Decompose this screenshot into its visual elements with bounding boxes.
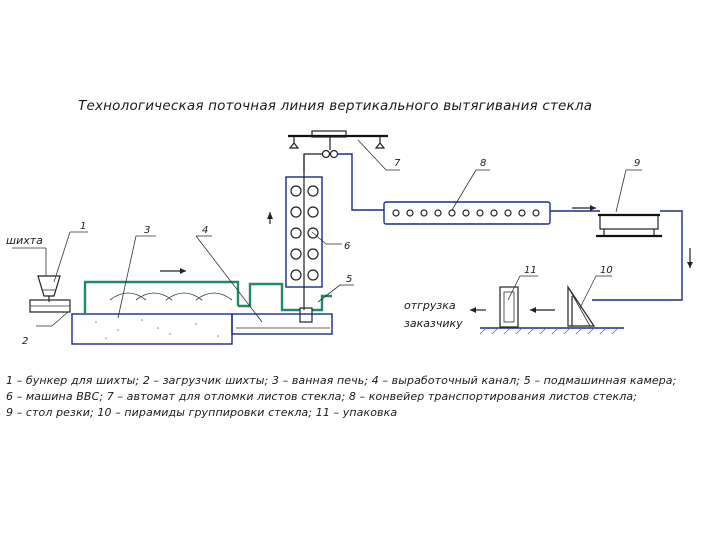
- breaking-automaton: [288, 131, 388, 210]
- leader-lines: [12, 140, 642, 326]
- shipping-label-line2: заказчику: [404, 317, 463, 330]
- batch-label: шихта: [6, 234, 43, 247]
- legend-line-2: 6 – машина ВВС; 7 – автомат для отломки листов стекла; 8 – конвейер транспортирования листов стекла;: [6, 390, 637, 403]
- label-8: 8: [480, 158, 487, 169]
- legend-line-1: 1 – бункер для шихты; 2 – загрузчик шихты; 3 – ванная печь; 4 – выработочный канал; 5 – подмашинная камера;: [6, 374, 677, 387]
- label-11: 11: [524, 265, 537, 276]
- label-1: 1: [80, 221, 87, 232]
- label-6: 6: [344, 241, 351, 252]
- batch-loader: [30, 300, 70, 312]
- legend-line-3: 9 – стол резки; 10 – пирамиды группировки стекла; 11 – упаковка: [6, 406, 398, 419]
- grouping-pyramid: [530, 287, 594, 326]
- packaging-unit: [470, 287, 518, 327]
- batch-hopper: [38, 276, 60, 302]
- label-5: 5: [346, 274, 353, 285]
- tank-furnace: [72, 268, 238, 344]
- label-7: 7: [394, 158, 401, 169]
- label-4: 4: [202, 225, 209, 236]
- cutting-table: [592, 211, 693, 300]
- under-machine-chamber: [300, 308, 312, 322]
- ground-line: [480, 328, 624, 334]
- label-3: 3: [144, 225, 151, 236]
- label-10: 10: [600, 265, 613, 276]
- working-channel: [232, 284, 332, 334]
- label-2: 2: [22, 336, 29, 347]
- glass-conveyor: [384, 202, 600, 224]
- vvs-machine: [267, 154, 322, 310]
- label-9: 9: [634, 158, 641, 169]
- shipping-label-line1: отгрузка: [404, 299, 456, 312]
- diagram-title: Технологическая поточная линия вертикального вытягивания стекла: [78, 98, 593, 114]
